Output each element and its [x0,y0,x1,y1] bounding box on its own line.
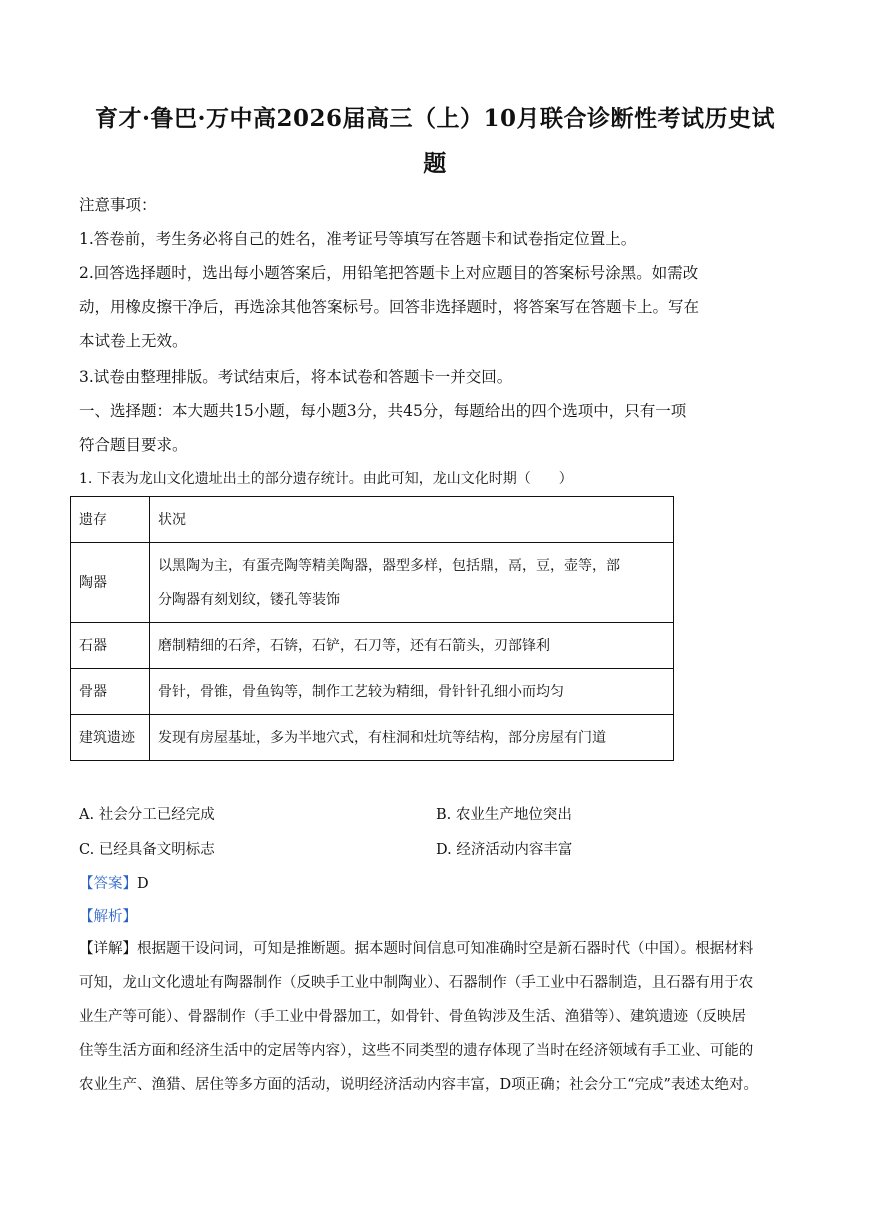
detail-line: 业生产等可能）、骨器制作（手工业中骨器加工，如骨针、骨鱼钩涉及生活、渔猎等）、建筑遗迹（反映居 [79,1009,746,1025]
table-header-cell: 遗存 [71,497,150,543]
table-cell-name: 骨器 [71,669,150,715]
notes-item-2: 2.回答选择题时，选出每小题答案后，用铅笔把答题卡上对应题目的答案标号涂黑。如需改 [79,264,699,282]
page-title: 育才·鲁巴·万中高2026届高三（上）10月联合诊断性考试历史试 [94,105,776,132]
table-cell-status: 磨制精细的石斧，石锛，石铲，石刀等，还有石箭头，刃部锋利 [150,623,674,669]
detail-line: 可知，龙山文化遗址有陶器制作（反映手工业中制陶业）、石器制作（手工业中石器制造，且石器有用于农 [79,975,754,991]
answer-label: 【答案】 [79,876,137,892]
answer-line [79,872,149,893]
notes-heading: 注意事项： [79,196,157,214]
option-c: C. 已经具备文明标志 [79,842,215,858]
page-title-continuation: 题 [423,150,447,177]
detail-line [79,932,753,966]
option-d: D. 经济活动内容丰富 [436,842,573,858]
notes-item-1: 1.答卷前，考生务必将自己的姓名，准考证号等填写在答题卡和试卷指定位置上。 [79,230,637,248]
notes-item-2-continued: 动，用橡皮擦干净后，再选涂其他答案标号。回答非选择题时，将答案写在答题卡上。写在 [79,298,700,316]
notes-item-2-end: 本试卷上无效。 [79,332,188,350]
notes-item-3: 3.试卷由整理排版。考试结束后，将本试卷和答题卡一并交回。 [79,368,513,386]
detail-line: 农业生产、渔猎、居住等多方面的活动，说明经济活动内容丰富，D项正确；社会分工“完成”表述太绝对。 [79,1077,758,1093]
table-cell-status [150,543,674,623]
option-b: B. 农业生产地位突出 [436,807,572,823]
table-row [71,543,674,623]
detail-text: 根据题干设问词，可知是推断题。据本题时间信息可知准确时空是新石器时代（中国）。根据材料 [137,941,754,957]
analysis-label: 【解析】 [79,909,137,925]
option-a: A. 社会分工已经完成 [79,807,215,823]
detail-label: 【详解】 [79,941,137,957]
table-row [71,669,674,715]
section-instruction-continued: 符合题目要求。 [79,436,188,454]
analysis-line [79,905,137,926]
table-header-cell: 状况 [150,497,674,543]
table-cell-name: 石器 [71,623,150,669]
relics-table [70,496,674,761]
question-stem: 1. 下表为龙山文化遗址出土的部分遗存统计。由此可知，龙山文化时期（ ） [79,471,573,487]
table-row [71,623,674,669]
table-header-row [71,497,674,543]
answer-value: D [137,876,149,892]
table-cell-name: 陶器 [71,543,150,623]
table-row [71,715,674,761]
table-cell-name: 建筑遗迹 [71,715,150,761]
table-cell-text: 以黑陶为主，有蛋壳陶等精美陶器，器型多样，包括鼎，鬲，豆，壶等，部 [158,557,620,574]
table-cell-status: 发现有房屋基址，多为半地穴式，有柱洞和灶坑等结构，部分房屋有门道 [150,715,674,761]
section-instruction: 一、选择题：本大题共15小题，每小题3分，共45分，每题给出的四个选项中，只有一项 [79,402,687,420]
detail-line: 住等生活方面和经济生活中的定居等内容），这些不同类型的遗存体现了当时在经济领域有手工业、可能的 [79,1043,754,1059]
table-cell-status: 骨针，骨锥，骨鱼钩等，制作工艺较为精细，骨针针孔细小而均匀 [150,669,674,715]
table-cell-text: 分陶器有刻划纹，镂孔等装饰 [158,591,340,608]
